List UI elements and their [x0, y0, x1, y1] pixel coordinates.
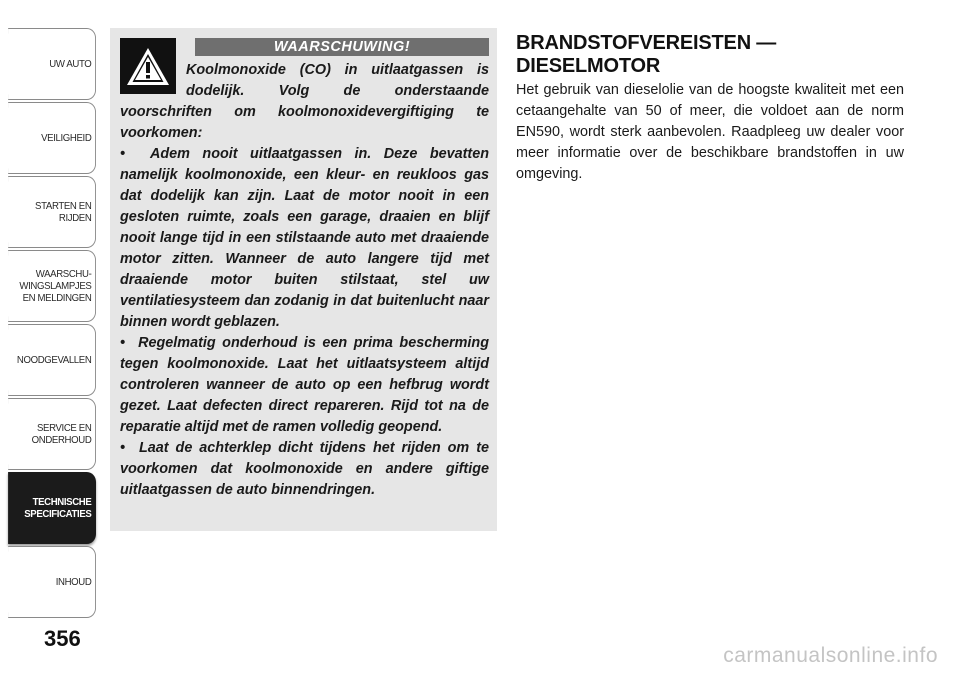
watermark: carmanualsonline.info: [723, 644, 938, 667]
tab-waarschuwingslampjes[interactable]: WAARSCHU- WINGSLAMPJES EN MELDINGEN: [8, 250, 96, 322]
warning-bullet: • Laat de achterklep dicht tijdens het rijden om te voorkomen dat koolmonoxide en andere giftige uitlaatgassen de auto binnendringen.: [120, 438, 489, 501]
warning-intro: Koolmonoxide (CO) in uitlaatgassen is dodelijk. Volg de onderstaande voorschriften om koolmonoxidevergiftiging te voorkomen:: [120, 62, 489, 141]
tab-veiligheid[interactable]: VEILIGHEID: [8, 102, 96, 174]
warning-bullet: • Regelmatig onderhoud is een prima bescherming tegen koolmonoxide. Laat het uitlaatsysteem altijd controleren wanneer de auto op een hefbrug wordt gezet. Laat defecten direct repareren. Rijd tot na de reparatie altijd met de ramen volledig geopend.: [120, 333, 489, 438]
warning-text: [120, 60, 489, 501]
section-body: Het gebruik van dieselolie van de hoogste kwaliteit met een cetaangehalte van 50 of meer, die voldoet aan de norm EN590, wordt sterk aanbevolen. Raadpleeg uw dealer voor meer informatie over de beschikbare brandstoffen in uw omgeving.: [516, 82, 904, 182]
page-number: 356: [44, 626, 81, 651]
warning-triangle-icon: [120, 38, 176, 94]
warning-bullet: • Adem nooit uitlaatgassen in. Deze bevatten namelijk koolmonoxide, een kleur- en reukloos gas dat dodelijk kan zijn. Laat de motor nooit in een gesloten ruimte, zoals een garage, draaien en blijf nooit lange tijd in een stilstaande auto met draaiende motor zitten. Wanneer de auto langere tijd met draaiende motor buiten stilstaat, stel uw ventilatiesysteem dan zodanig in dat buitenlucht naar binnen wordt geblazen.: [120, 144, 489, 333]
tab-noodgevallen[interactable]: NOODGEVALLEN: [8, 324, 96, 396]
warning-box: [110, 28, 497, 531]
tab-technische-specificaties[interactable]: TECHNISCHE SPECIFICATIES: [8, 472, 96, 544]
warning-header: WAARSCHUWING!: [195, 38, 489, 56]
tab-service-en-onderhoud[interactable]: SERVICE EN ONDERHOUD: [8, 398, 96, 470]
tab-starten-en-rijden[interactable]: STARTEN EN RIJDEN: [8, 176, 96, 248]
section-title: BRANDSTOFVEREISTEN — DIESELMOTOR: [516, 32, 777, 77]
tab-inhoud[interactable]: INHOUD: [8, 546, 96, 618]
tab-uw-auto[interactable]: UW AUTO: [8, 28, 96, 100]
